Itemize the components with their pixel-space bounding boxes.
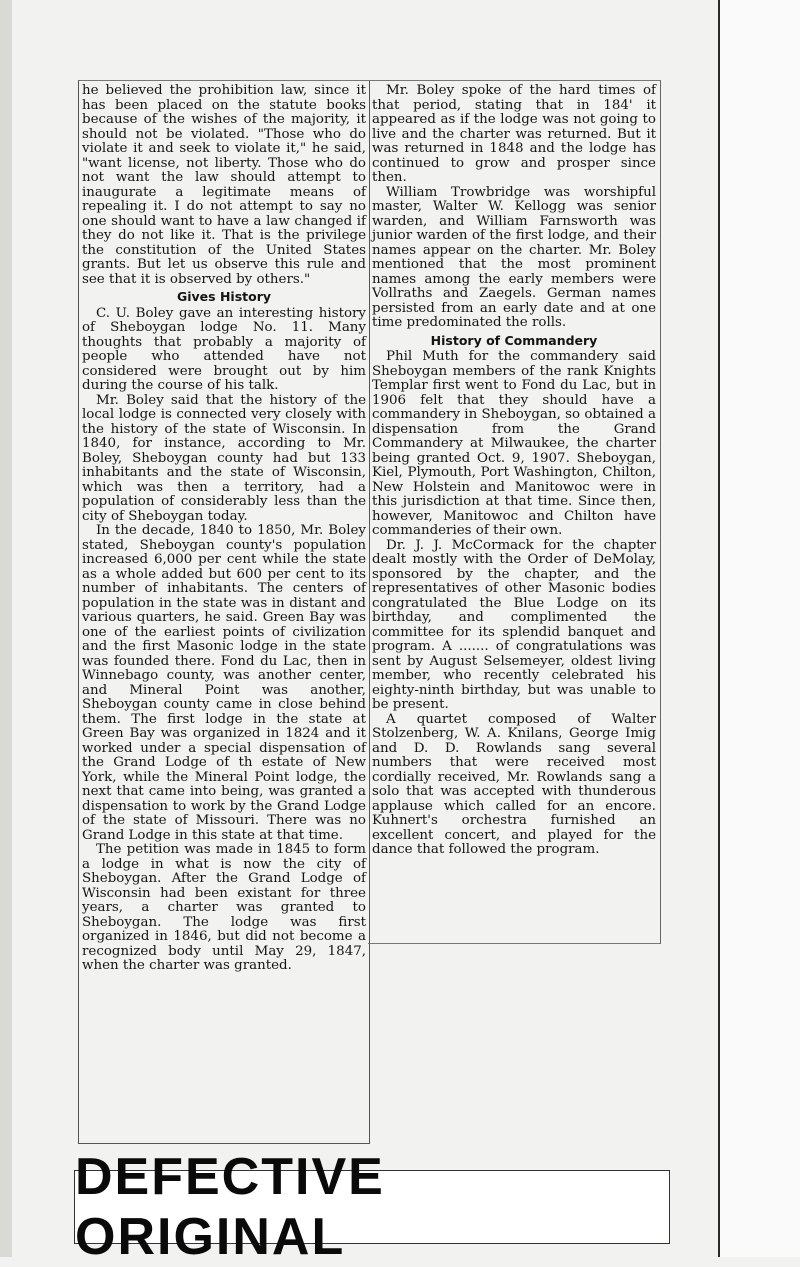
subheading-history-of-commandery: History of Commandery <box>430 332 598 348</box>
paragraph: A quartet composed of Walter Stolzenberg, W. A. Knilans, George Imig and D. D. Rowlands sang several numbers that were received most cordially received, Mr. Rowlands sang a solo that was accepted with thunderous applause which called for an encore. Kuhnert's orchestra furnished an excellent concert, and played for the dance that followed the program. <box>372 711 656 857</box>
paragraph: he believed the prohibition law, since it has been placed on the statute books because of the wishes of the majority, it should not be violated. "Those who do violate it and seek to violate it," he said, "want license, not liberty. Those who do not want the law should attempt to inaugurate a legitimate means of repealing it. I do not attempt to say no one should want to have a law changed if they do not like it. That is the privilege the constitution of the United States grants. But let us observe this rule and see that it is observed by others." <box>82 83 366 287</box>
page-edge-right <box>718 0 800 1257</box>
paragraph: The petition was made in 1845 to form a lodge in what is now the city of Sheboygan. After the Grand Lodge of Wisconsin had been existant for three years, a charter was granted to Sheboygan. The lodge was first organized in 1846, but did not become a recognized body until May 29, 1847, when the charter was granted. <box>82 842 366 973</box>
page-edge-left <box>0 0 12 1257</box>
paragraph: Dr. J. J. McCormack for the chapter dealt mostly with the Order of DeMolay, sponsored by the chapter, and the representatives of other Masonic bodies congratulated the Blue Lodge on its birthday, and complimented the committee for its splendid banquet and program. A ....... of congratulations was sent by August Selsemeyer, oldest living member, who recently celebrated his eighty-ninth birthday, but was unable to be present. <box>372 537 656 712</box>
paragraph: Mr. Boley said that the history of the local lodge is connected very closely with the history of the state of Wisconsin. In 1840, for instance, according to Mr. Boley, Sheboygan county had but 133 inhabitants and the state of Wisconsin, which was then a territory, had a population of considerably less than the city of Sheboygan today. <box>82 392 366 524</box>
paragraph: C. U. Boley gave an interesting history of Sheboygan lodge No. 11. Many thoughts that probably a majority of people who attended have not considered were brought out by him during the course of his talk. <box>82 305 366 393</box>
stamp-text: DEFECTIVE ORIGINAL <box>75 1148 385 1266</box>
paragraph: William Trowbridge was worshipful master, Walter W. Kellogg was senior warden, and William Farnsworth was junior warden of the first lodge, and their names appear on the charter. Mr. Boley mentioned that the most prominent names among the early members were Vollraths and Zaegels. German names persisted from an early date and at one time predominated the rolls. <box>372 184 656 330</box>
paragraph: Phil Muth for the commandery said Sheboygan members of the rank Knights Templar first went to Fond du Lac, but in 1906 felt that they should have a commandery in Sheboygan, so obtained a dispensation from the Grand Commandery at Milwaukee, the charter being granted Oct. 9, 1907. Sheboygan, Kiel, Plymouth, Port Washington, Chilton, New Holstein and Manitowoc were in this jurisdiction at that time. Since then, however, Manitowoc and Chilton have commanderies of their own. <box>372 349 656 538</box>
paragraph: Mr. Boley spoke of the hard times of that period, stating that in 184' it appeared as if the lodge was not going to live and the charter was returned. But it was returned in 1848 and the lodge has continued to grow and prosper since then. <box>372 83 656 185</box>
subheading-gives-history: Gives History <box>176 289 272 304</box>
article-column-1 <box>82 84 366 974</box>
paragraph: In the decade, 1840 to 1850, Mr. Boley stated, Sheboygan county's population increased 6,000 per cent while the state as a whole added but 600 per cent to its number of inhabitants. The centers of population in the state was in distant and various quarters, he said. Green Bay was one of the earliest points of civilization and the first Masonic lodge in the state was founded there. Fond du Lac, then in Winnebago county, was another center, and Mineral Point was another, Sheboygan county came in close behind them. The first lodge in the state at Green Bay was organized in 1824 and it worked under a special dispensation of the Grand Lodge of th estate of New York, while the Mineral Point lodge, the next that came into being, was granted a dispensation to work by the Grand Lodge of the state of Missouri. There was no Grand Lodge in this state at that time. <box>82 523 366 843</box>
article-column-2 <box>372 84 656 858</box>
newspaper-clipping <box>74 74 668 1146</box>
defective-original-stamp <box>74 1148 670 1266</box>
